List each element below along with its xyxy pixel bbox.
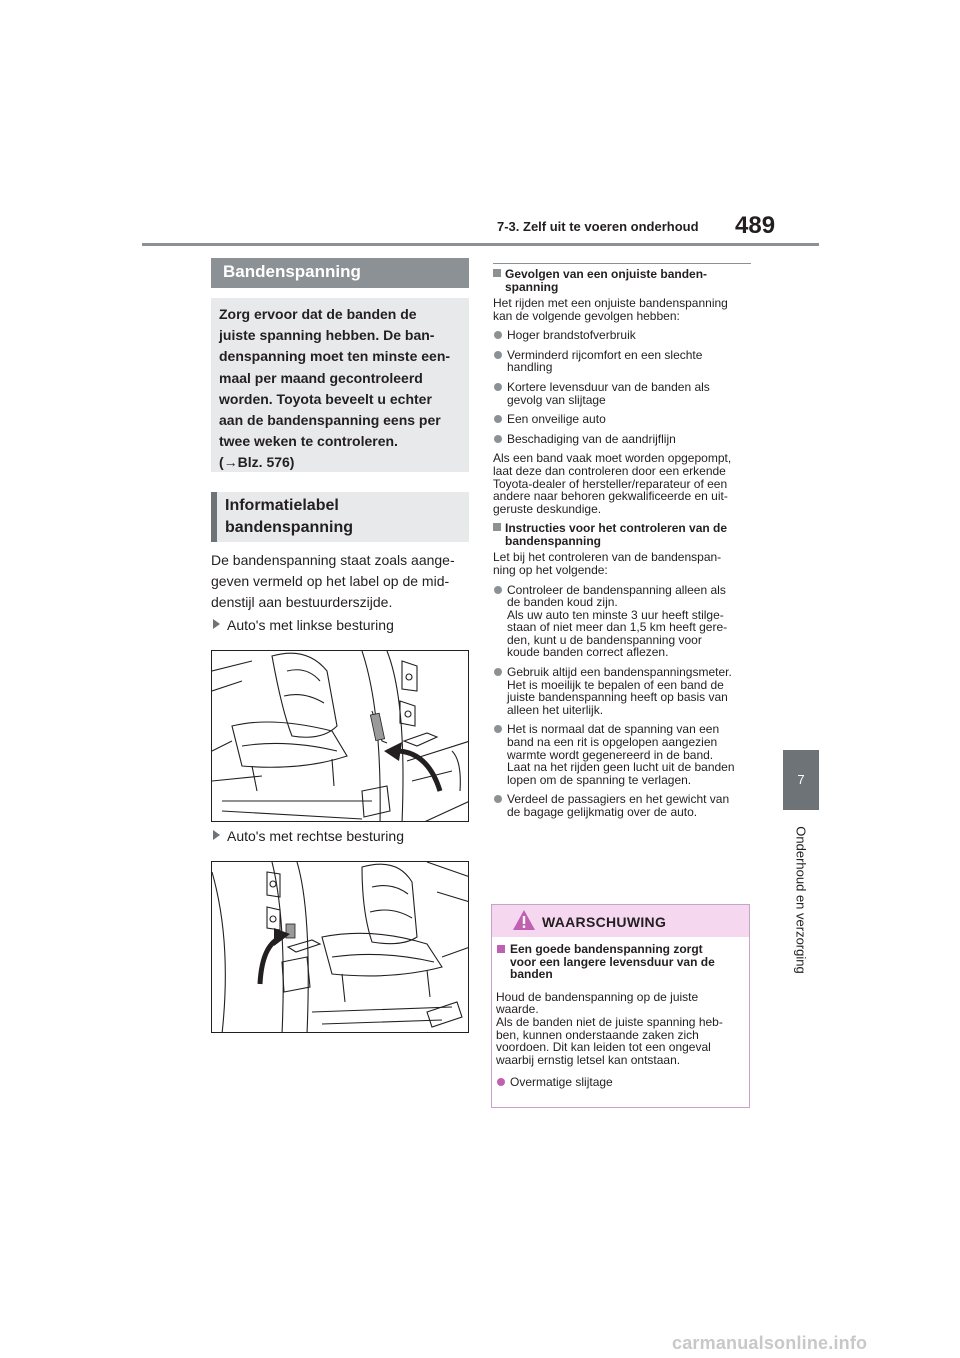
warning-subheading-line: Een goede bandenspanning zorgt	[510, 942, 703, 956]
intro-line: worden. Toyota beveelt u echter	[219, 390, 432, 407]
list-item-line: Overmatige slijtage	[510, 1075, 613, 1090]
paragraph-line: andere naar behoren gekwalificeerde en uit-	[493, 489, 728, 504]
seat-pillar-illustration	[212, 862, 469, 1033]
list-item-line: juiste bandenspanning heeft op basis van	[507, 690, 728, 705]
paragraph-line: voordoen. Dit kan leiden tot een ongeval	[496, 1040, 711, 1055]
list-item-line: Kortere levensduur van de banden als	[507, 379, 710, 394]
paragraph-line: Als de banden niet de juiste spanning heb-	[496, 1014, 723, 1029]
subheading-instructies	[493, 522, 751, 548]
lhd-label-text: Auto's met linkse besturing	[227, 617, 394, 633]
circle-bullet-icon	[494, 415, 502, 423]
header-divider	[142, 243, 819, 246]
illustration-left-hand-drive	[211, 650, 469, 822]
page-number: 489	[735, 212, 776, 239]
illustration-right-hand-drive	[211, 861, 469, 1033]
paragraph-line: Het rijden met een onjuiste bandenspanning	[493, 296, 728, 310]
list-item-line: band na een rit is opgelopen aangezien	[507, 735, 718, 750]
list-item-line: Het is moeilijk te bepalen of een band de	[507, 677, 724, 692]
list-item	[493, 413, 751, 426]
intro-line: denspanning moet ten minste een-	[219, 348, 451, 365]
paragraph-line: waarbij ernstig letsel kan ontstaan.	[496, 1052, 681, 1067]
triangle-bullet-icon	[213, 619, 220, 629]
section-title-bandenspanning: Bandenspanning	[211, 258, 469, 288]
rhd-label	[213, 828, 404, 844]
paragraph	[493, 297, 751, 322]
list-item	[493, 723, 751, 786]
site-watermark: carmanualsonline.info	[672, 1333, 868, 1353]
circle-bullet-icon	[494, 725, 502, 733]
paragraph-line: Als een band vaak moet worden opgepompt,	[493, 451, 732, 466]
subheading-line: spanning	[505, 280, 559, 294]
seat-pillar-illustration	[212, 651, 469, 822]
paragraph-line: laat deze dan controleren door een erkende	[493, 463, 726, 478]
subheading-gevolgen	[493, 268, 751, 294]
circle-bullet-icon	[494, 351, 502, 359]
list-item-line: lopen om de spanning te verlagen.	[507, 772, 692, 787]
warning-box	[491, 904, 750, 1108]
list-item-line: koude banden correct aflezen.	[507, 645, 669, 660]
warning-header	[492, 905, 749, 937]
paragraph	[493, 452, 751, 515]
paragraph-line: Houd de bandenspanning op de juiste	[496, 989, 699, 1004]
paragraph-line: Let bij het controleren van de bandenspan-	[493, 550, 722, 565]
chapter-title-vertical	[775, 820, 827, 980]
subheading-line: bandenspanning	[505, 534, 601, 549]
circle-bullet-icon	[494, 586, 502, 594]
list-item	[493, 381, 751, 406]
label-location-text	[211, 550, 469, 613]
list-item-line: Verminderd rijcomfort en een slechte	[507, 347, 703, 362]
warning-triangle-icon	[512, 909, 536, 931]
circle-bullet-icon	[494, 331, 502, 339]
circle-bullet-icon	[494, 795, 502, 803]
paragraph-line: kan de volgende gevolgen hebben:	[493, 308, 680, 323]
list-item-line: Hoger brandstofverbruik	[507, 328, 636, 343]
warning-list-item	[496, 1076, 745, 1089]
list-item-line: handling	[507, 360, 553, 375]
body-line: De bandenspanning staat zoals aange-	[211, 552, 455, 568]
list-item-line: gevolg van slijtage	[507, 392, 606, 407]
list-item-line: Een onveilige auto	[507, 412, 606, 427]
paragraph-line: ben, kunnen onderstaande zaken zich	[496, 1027, 699, 1042]
triangle-bullet-icon	[213, 830, 220, 840]
warning-title: WAARSCHUWING	[542, 914, 667, 930]
list-item-line: den, kunt u de bandenspanning voor	[507, 632, 702, 647]
list-item-line: Het is normaal dat de spanning van een	[507, 722, 720, 737]
section-title-line: Informatielabel	[225, 497, 339, 514]
section-title-line: bandenspanning	[225, 519, 353, 536]
list-item-line: warmte wordt gegenereerd in de band.	[507, 747, 714, 762]
paragraph-line: geruste deskundige.	[493, 501, 602, 516]
chapter-tab: 7	[783, 750, 819, 810]
chapter-title: Onderhoud en verzorging	[793, 826, 809, 974]
page-reference: (→Blz. 576)	[219, 454, 295, 471]
body-line: geven vermeld op het label op de mid-	[211, 573, 450, 589]
warning-subheading	[496, 943, 745, 981]
intro-line: Zorg ervoor dat de banden de	[219, 306, 417, 322]
list-item	[493, 349, 751, 374]
list-item	[493, 793, 751, 818]
paragraph-line: Toyota-dealer of hersteller/reparateur of een	[493, 476, 728, 491]
list-item-line: alleen het uiterlijk.	[507, 702, 604, 717]
rhd-label-text: Auto's met rechtse besturing	[227, 828, 404, 844]
intro-line: maal per maand gecontroleerd	[219, 369, 423, 386]
warning-body	[492, 937, 749, 1089]
list-item-line: Gebruik altijd een bandenspanningsmeter.	[507, 665, 732, 680]
list-item-line: de bagage gelijkmatig over de auto.	[507, 805, 698, 819]
circle-bullet-icon	[494, 668, 502, 676]
square-bullet-icon	[493, 523, 501, 531]
intro-line: aan de bandenspanning eens per	[219, 412, 441, 429]
list-item-line: de banden koud zijn.	[507, 595, 618, 610]
column-rule	[493, 263, 751, 264]
body-line: denstijl aan bestuurderszijde.	[211, 594, 393, 610]
square-bullet-icon	[493, 269, 501, 277]
square-bullet-icon	[497, 945, 505, 953]
intro-line: twee weken te controleren.	[219, 433, 398, 450]
circle-bullet-icon	[494, 435, 502, 443]
list-item-line: staan of niet meer dan 1,5 km heeft gere-	[507, 620, 728, 635]
list-item-line: Verdeel de passagiers en het gewicht van	[507, 792, 730, 807]
right-column	[493, 263, 751, 826]
warning-subheading-line: banden	[510, 967, 553, 982]
subheading-line: Instructies voor het controleren van de	[505, 521, 728, 536]
running-header-section: 7-3. Zelf uit te voeren onderhoud	[497, 219, 699, 234]
paragraph-line: ning op het volgende:	[493, 562, 608, 577]
paragraph-line: waarde.	[496, 1002, 539, 1017]
circle-bullet-icon	[494, 383, 502, 391]
intro-line: juiste spanning hebben. De ban-	[219, 327, 435, 344]
paragraph	[493, 551, 751, 576]
list-item	[493, 433, 751, 446]
warning-subheading-line: voor een langere levensduur van de	[510, 954, 715, 969]
list-item-line: Beschadiging van de aandrijflijn	[507, 431, 676, 446]
lhd-label	[213, 617, 394, 633]
warning-paragraph	[496, 991, 745, 1067]
section-title-informatielabel	[211, 492, 469, 542]
list-item-line: Als uw auto ten minste 3 uur heeft stilge-	[507, 607, 724, 622]
circle-bullet-icon	[497, 1078, 505, 1086]
intro-box	[211, 298, 469, 472]
list-item-line: Controleer de bandenspanning alleen als	[507, 582, 726, 597]
subheading-line: Gevolgen van een onjuiste banden-	[505, 267, 708, 281]
list-item	[493, 329, 751, 342]
list-item	[493, 666, 751, 716]
list-item	[493, 584, 751, 660]
list-item-line: Laat na het rijden geen lucht uit de banden	[507, 760, 735, 775]
